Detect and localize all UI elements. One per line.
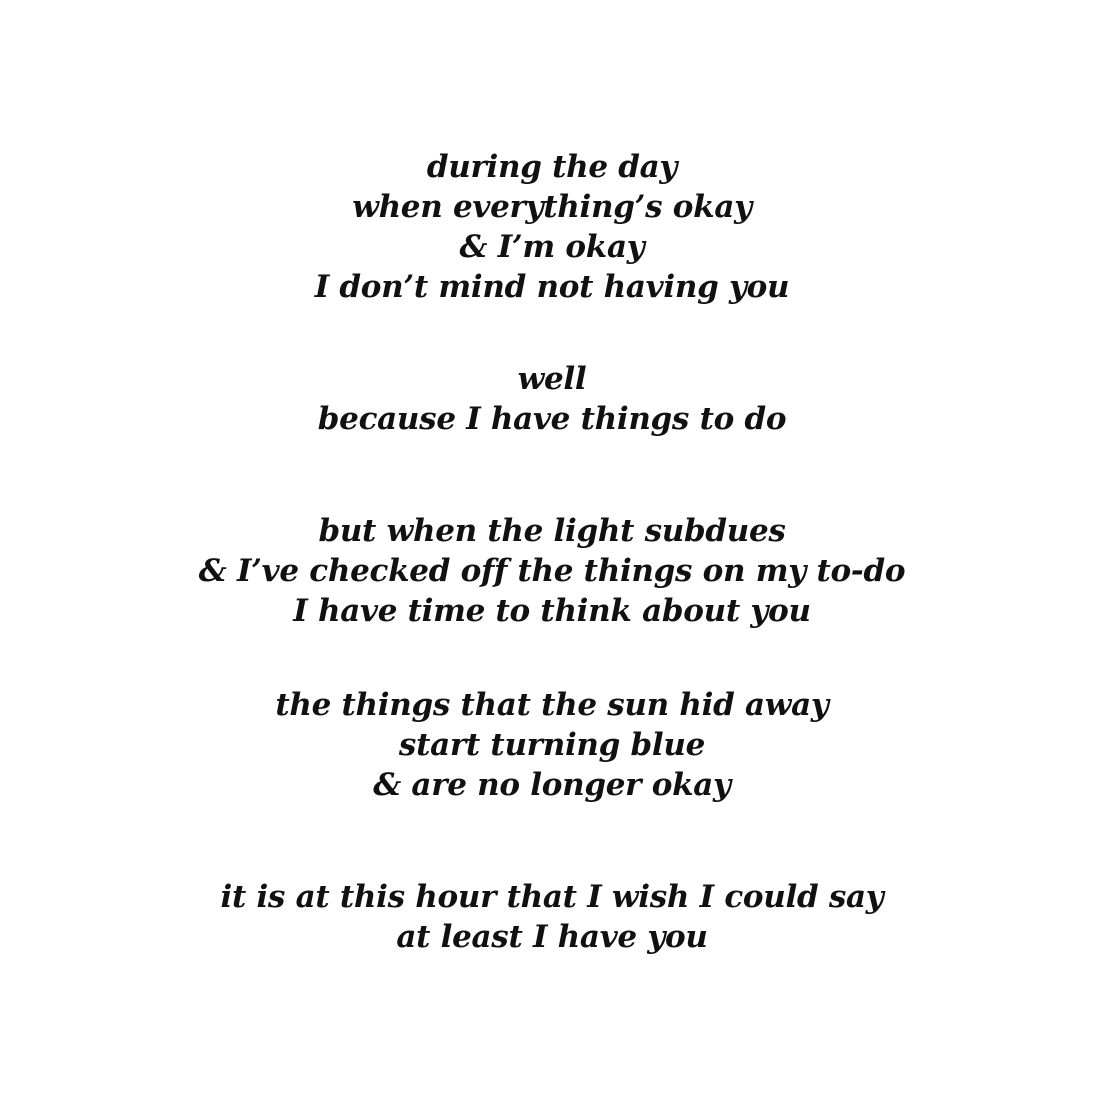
poem-line: it is at this hour that I wish I could say — [220, 879, 884, 915]
poem-line: & I’ve checked off the things on my to-do — [198, 553, 906, 589]
poem-line: when everything’s okay — [352, 189, 752, 225]
poem-line: I don’t mind not having you — [314, 269, 790, 305]
poem-line: during the day — [426, 149, 678, 185]
poem-line: & I’m okay — [459, 229, 645, 265]
poem-line: & are no longer okay — [373, 767, 731, 803]
poem-line: at least I have you — [396, 919, 708, 955]
poem-line: because I have things to do — [317, 401, 787, 437]
stanza-3 — [0, 511, 1104, 711]
stanza-1 — [0, 147, 1104, 347]
poem-line: start turning blue — [398, 727, 706, 763]
poem-line: well — [517, 361, 587, 397]
poem-line: I have time to think about you — [293, 593, 811, 629]
poem-line: the things that the sun hid away — [275, 687, 829, 723]
stanza-5 — [0, 877, 1104, 1077]
poem-line: but when the light subdues — [318, 513, 786, 549]
stanza-4 — [0, 685, 1104, 885]
